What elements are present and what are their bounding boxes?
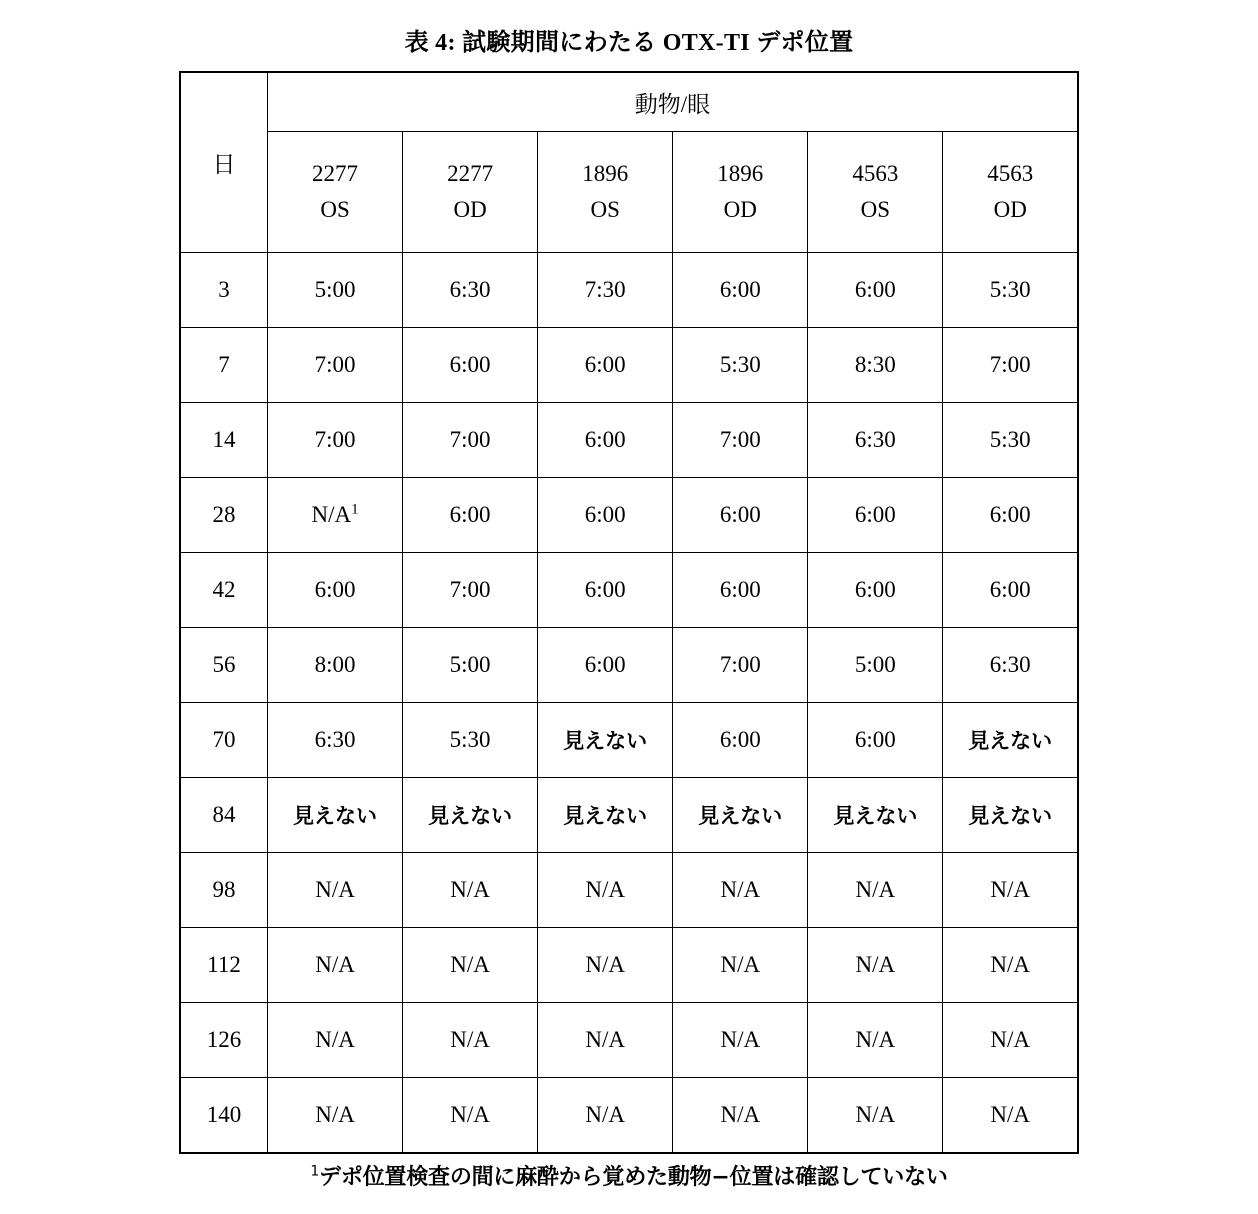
cell-value: 5:30 (943, 403, 1078, 478)
cell-value: N/A (268, 1003, 403, 1078)
table-row (180, 478, 1078, 553)
cell-value: N/A (943, 1078, 1078, 1154)
cell-value: 見えない (943, 703, 1078, 778)
cell-value: 6:00 (403, 328, 538, 403)
cell-value: N/A (268, 1078, 403, 1154)
cell-day: 112 (180, 928, 268, 1003)
table-row (180, 628, 1078, 703)
cell-value: 7:00 (943, 328, 1078, 403)
header-col-5-eye: OD (993, 197, 1027, 222)
cell-value: 6:00 (808, 253, 943, 328)
cell-day: 7 (180, 328, 268, 403)
cell-value: 6:30 (268, 703, 403, 778)
cell-value: 8:00 (268, 628, 403, 703)
header-col-5-id: 4563 (987, 161, 1034, 187)
cell-value: N/A (538, 928, 673, 1003)
cell-day: 70 (180, 703, 268, 778)
table-body (180, 253, 1078, 1154)
cell-day: 98 (180, 853, 268, 928)
cell-value: 見えない (808, 778, 943, 853)
cell-value: N/A (403, 853, 538, 928)
cell-value: 6:30 (808, 403, 943, 478)
header-col-0-id: 2277 (312, 161, 359, 187)
table-header-row-columns (180, 132, 1078, 253)
header-col-3-id: 1896 (717, 161, 764, 187)
table-row (180, 553, 1078, 628)
cell-value: N/A (808, 1078, 943, 1154)
cell-value: 6:00 (673, 253, 808, 328)
cell-value: 見えない (538, 703, 673, 778)
table-row (180, 703, 1078, 778)
cell-value: N/A (943, 1003, 1078, 1078)
header-col-4-eye: OS (860, 197, 891, 222)
cell-value: N/A (538, 1078, 673, 1154)
header-col-4-id: 4563 (852, 161, 899, 187)
cell-value: N/A (403, 928, 538, 1003)
table-row (180, 928, 1078, 1003)
cell-value-text: N/A (311, 502, 352, 527)
cell-value: N/A (673, 1078, 808, 1154)
cell-day: 42 (180, 553, 268, 628)
header-col-1 (403, 132, 538, 253)
cell-day: 140 (180, 1078, 268, 1154)
header-col-1-eye: OD (453, 197, 487, 222)
cell-value: 7:00 (403, 553, 538, 628)
cell-value: 6:00 (808, 478, 943, 553)
cell-value: N/A (808, 1003, 943, 1078)
cell-day: 3 (180, 253, 268, 328)
cell-day: 126 (180, 1003, 268, 1078)
cell-value: N/A (808, 928, 943, 1003)
table-row (180, 1003, 1078, 1078)
table-header-row-group (180, 72, 1078, 132)
cell-day: 56 (180, 628, 268, 703)
cell-value: 6:30 (403, 253, 538, 328)
header-col-1-id: 2277 (447, 161, 494, 187)
table-row (180, 778, 1078, 853)
cell-value: N/A (268, 853, 403, 928)
cell-value: 6:00 (538, 328, 673, 403)
cell-value: N/A (673, 853, 808, 928)
cell-value: N/A (943, 928, 1078, 1003)
footnote-marker: 1 (310, 1163, 320, 1180)
cell-value: 6:00 (808, 703, 943, 778)
cell-value: 5:30 (943, 253, 1078, 328)
cell-value: 6:30 (943, 628, 1078, 703)
table-row (180, 403, 1078, 478)
cell-value: 6:00 (943, 553, 1078, 628)
header-animal-eye: 動物/眼 (268, 72, 1079, 132)
cell-value: 7:00 (673, 628, 808, 703)
cell-value: 7:00 (268, 328, 403, 403)
cell-value: 見えない (403, 778, 538, 853)
cell-value: 6:00 (943, 478, 1078, 553)
cell-value: 6:00 (673, 703, 808, 778)
header-col-3-eye: OD (723, 197, 757, 222)
cell-value: N/A (808, 853, 943, 928)
cell-value: N/A (403, 1078, 538, 1154)
cell-day: 14 (180, 403, 268, 478)
cell-value: N/A (538, 853, 673, 928)
table-row (180, 853, 1078, 928)
cell-value: 6:00 (538, 553, 673, 628)
cell-value: 7:00 (403, 403, 538, 478)
cell-value: 6:00 (268, 553, 403, 628)
header-col-4 (808, 132, 943, 253)
depot-location-table (179, 71, 1079, 1154)
cell-value: N/A (268, 928, 403, 1003)
cell-value (268, 478, 403, 553)
cell-value: 6:00 (538, 403, 673, 478)
cell-value: 5:00 (403, 628, 538, 703)
cell-value: 8:30 (808, 328, 943, 403)
cell-value: 5:30 (403, 703, 538, 778)
header-col-0 (268, 132, 403, 253)
header-col-0-eye: OS (320, 197, 350, 222)
cell-value: 7:00 (268, 403, 403, 478)
table-row (180, 1078, 1078, 1154)
header-col-2 (538, 132, 673, 253)
footnote-text: デポ位置検査の間に麻酔から覚めた動物−位置は確認していない (319, 1165, 948, 1190)
cell-value: N/A (673, 928, 808, 1003)
header-col-2-id: 1896 (582, 161, 629, 187)
table-row (180, 328, 1078, 403)
cell-value: N/A (403, 1003, 538, 1078)
cell-value: 見えない (538, 778, 673, 853)
cell-value: N/A (673, 1003, 808, 1078)
cell-value: N/A (538, 1003, 673, 1078)
cell-value: 5:00 (808, 628, 943, 703)
header-col-2-eye: OS (590, 197, 620, 222)
cell-value: 6:00 (673, 553, 808, 628)
table-container (179, 71, 1079, 1154)
cell-value: 6:00 (538, 478, 673, 553)
cell-value: N/A (943, 853, 1078, 928)
cell-value: 見えない (673, 778, 808, 853)
table-footnote (179, 1154, 1079, 1191)
table-row (180, 253, 1078, 328)
cell-footnote-marker: 1 (351, 501, 359, 518)
cell-value: 6:00 (808, 553, 943, 628)
cell-value: 7:00 (673, 403, 808, 478)
cell-value: 6:00 (403, 478, 538, 553)
header-col-5 (943, 132, 1078, 253)
table-caption: 表 4: 試験期間にわたる OTX-TI デポ位置 (404, 30, 854, 56)
header-col-3 (673, 132, 808, 253)
cell-value: 7:30 (538, 253, 673, 328)
cell-value: 5:30 (673, 328, 808, 403)
cell-day: 28 (180, 478, 268, 553)
cell-value: 見えない (268, 778, 403, 853)
cell-value: 5:00 (268, 253, 403, 328)
cell-value: 見えない (943, 778, 1078, 853)
header-day: 日 (180, 72, 268, 253)
table-header (180, 72, 1078, 253)
cell-value: 6:00 (673, 478, 808, 553)
cell-value: 6:00 (538, 628, 673, 703)
cell-day: 84 (180, 778, 268, 853)
